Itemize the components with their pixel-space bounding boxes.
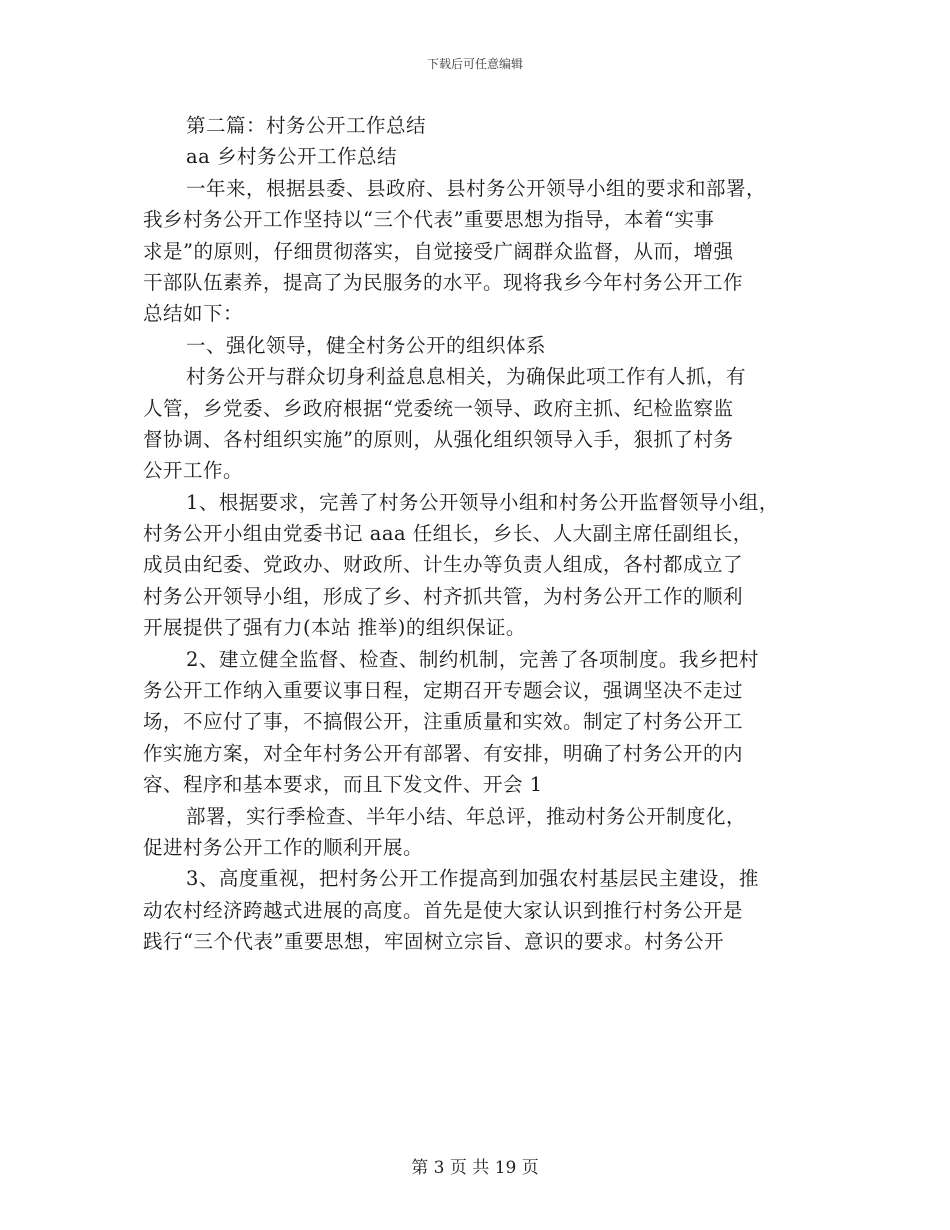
- page-header: 下载后可任意编辑: [426, 57, 523, 71]
- text-line: 村务公开小组由党委书记 aaa 任组长，乡长、人大副主席任副组长，: [143, 522, 753, 546]
- text-line: 一、强化领导，健全村务公开的组织体系: [186, 333, 547, 357]
- text-line: 践行“三个代表”重要思想，牢固树立宗旨、意识的要求。村务公开: [143, 930, 724, 954]
- text-line: 3、高度重视，把村务公开工作提高到加强农村基层民主建设，推: [186, 867, 759, 891]
- text-line: 第二篇：村务公开工作总结: [186, 114, 427, 137]
- text-line: 我乡村务公开工作坚持以“三个代表”重要思想为指导，本着“实事: [143, 208, 715, 232]
- text-line: 求是”的原则，仔细贯彻落实，自觉接受广阔群众监督，从而，增强: [143, 239, 734, 263]
- text-line: aa 乡村务公开工作总结: [186, 145, 397, 169]
- text-line: 村务公开领导小组，形成了乡、村齐抓共管，为村务公开工作的顺利: [143, 584, 744, 608]
- text-line: 部署，实行季检查、半年小结、年总评，推动村务公开制度化，: [186, 804, 747, 828]
- document-body: [143, 110, 823, 958]
- text-line: 公开工作。: [143, 459, 244, 483]
- text-line: 促进村务公开工作的顺利开展。: [143, 835, 424, 859]
- text-line: 总结如下：: [143, 302, 244, 326]
- text-line: 动农村经济跨越式进展的高度。首先是使大家认识到推行村务公开是: [143, 898, 744, 922]
- text-line: 场，不应付了事，不搞假公开，注重质量和实效。制定了村务公开工: [143, 710, 744, 734]
- text-line: 村务公开与群众切身利益息息相关，为确保此项工作有人抓，有: [186, 365, 747, 389]
- text-line: 成员由纪委、党政办、财政所、计生办等负责人组成，各村都成立了: [143, 553, 744, 577]
- text-line: 务公开工作纳入重要议事日程，定期召开专题会议，强调坚决不走过: [143, 679, 744, 703]
- text-line: 督协调、各村组织实施”的原则，从强化组织领导入手，狠抓了村务: [143, 427, 734, 451]
- text-line: 作实施方案，对全年村务公开有部署、有安排，明确了村务公开的内: [143, 741, 744, 765]
- text-line: 开展提供了强有力(本站 推举)的组织保证。: [143, 616, 526, 640]
- text-line: 人管，乡党委、乡政府根据“党委统一领导、政府主抓、纪检监察监: [143, 396, 734, 420]
- text-line: 容、程序和基本要求，而且下发文件、开会 1: [143, 773, 543, 797]
- text-line: 干部队伍素养，提高了为民服务的水平。现将我乡今年村务公开工作: [143, 270, 744, 294]
- page-number: 第 3 页 共 19 页: [411, 1158, 539, 1178]
- text-line: 1、根据要求，完善了村务公开领导小组和村务公开监督领导小组，: [186, 490, 779, 514]
- text-line: 一年来，根据县委、县政府、县村务公开领导小组的要求和部署，: [186, 176, 767, 200]
- text-line: 2、建立健全监督、检查、制约机制，完善了各项制度。我乡把村: [186, 647, 759, 671]
